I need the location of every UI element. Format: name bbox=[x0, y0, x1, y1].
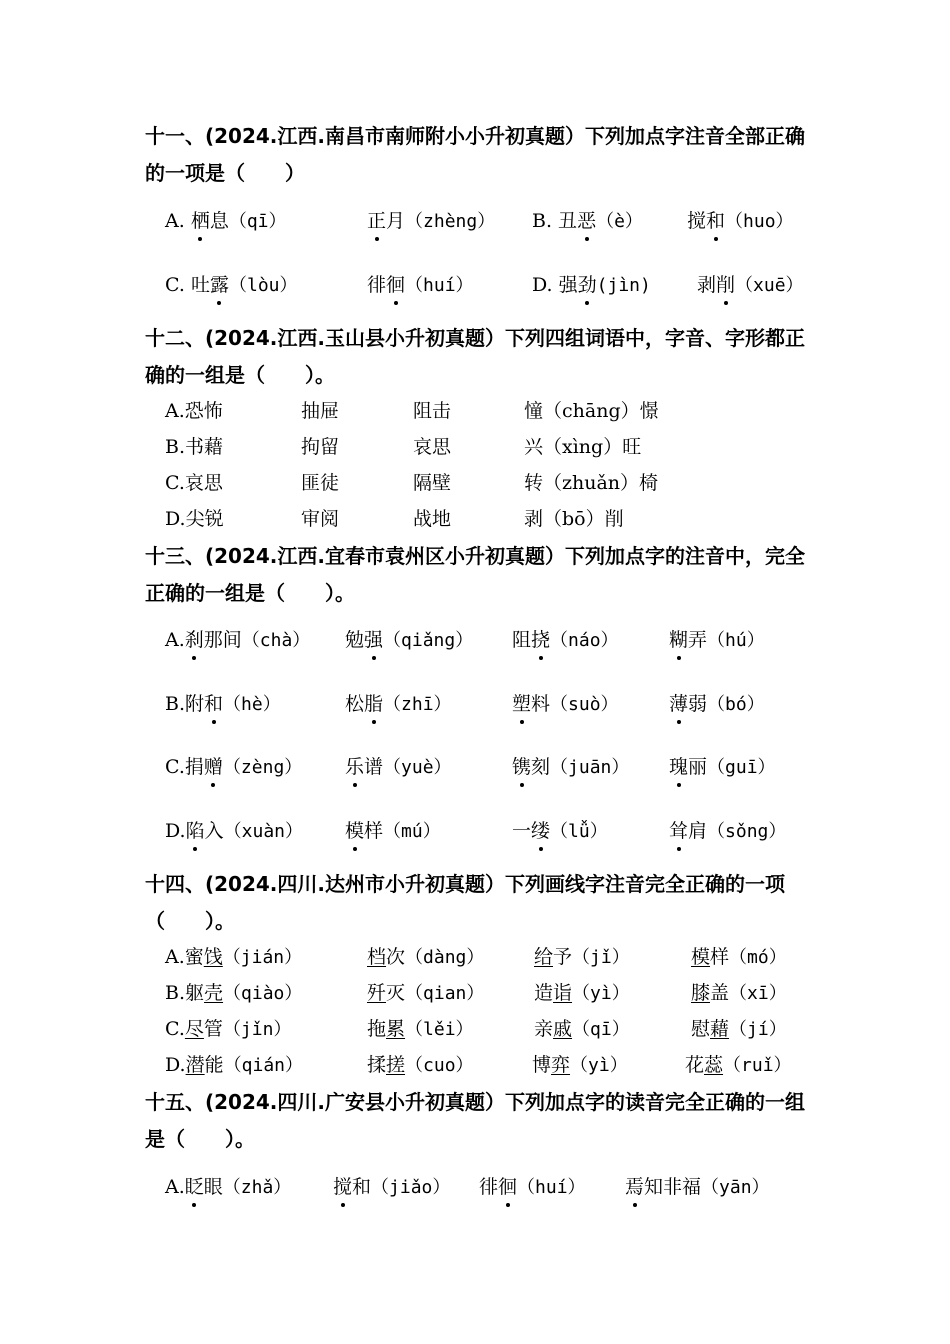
option-word: 拘留 bbox=[301, 436, 340, 458]
option-word: 憧（chāng）憬 bbox=[524, 400, 659, 422]
option-word bbox=[345, 752, 452, 783]
marked-char: 栖 bbox=[191, 206, 210, 236]
pinyin: （hè） bbox=[223, 694, 281, 715]
marked-char: 正 bbox=[367, 206, 386, 236]
word-suffix: 息 bbox=[209, 210, 229, 232]
word-prefix: 慰 bbox=[691, 1018, 711, 1040]
option-word bbox=[165, 1172, 291, 1203]
pinyin: （bó） bbox=[707, 694, 765, 715]
marked-char: 潜 bbox=[185, 1054, 205, 1076]
pinyin: （qiǎng） bbox=[383, 630, 474, 651]
marked-char: 模 bbox=[691, 946, 711, 968]
pinyin: （zhǎ） bbox=[222, 1177, 292, 1198]
option-word: 匪徒 bbox=[301, 472, 340, 494]
pinyin: （huí） bbox=[517, 1177, 586, 1198]
option-word: 兴（xìng）旺 bbox=[524, 436, 642, 458]
pinyin: （huo） bbox=[725, 211, 794, 232]
marked-char: 挠 bbox=[531, 625, 550, 655]
word-prefix: 博 bbox=[532, 1054, 552, 1076]
option-word bbox=[367, 1014, 474, 1045]
marked-char: 乐 bbox=[345, 752, 364, 782]
marked-char: 糊 bbox=[669, 625, 688, 655]
option-label: C. bbox=[165, 756, 185, 778]
pinyin: （xuàn） bbox=[223, 821, 303, 842]
pinyin: （guī） bbox=[707, 757, 776, 778]
marked-char: 尽 bbox=[184, 1018, 204, 1040]
option-word bbox=[691, 1014, 787, 1045]
pinyin: （yì） bbox=[570, 1055, 628, 1076]
pinyin: （è） bbox=[596, 211, 643, 232]
word-suffix: 和 bbox=[352, 1176, 372, 1198]
marked-char: 恶 bbox=[577, 206, 596, 236]
option-word bbox=[532, 270, 651, 301]
option-label: B. bbox=[165, 693, 186, 715]
word-suffix: 弄 bbox=[688, 629, 708, 651]
pinyin: （sǒng） bbox=[707, 821, 787, 842]
word-prefix: 阻 bbox=[512, 629, 532, 651]
option-word bbox=[669, 625, 765, 656]
option-word bbox=[687, 206, 794, 237]
word-prefix: 捐 bbox=[184, 756, 204, 778]
word-prefix: 花 bbox=[685, 1054, 705, 1076]
marked-char: 塑 bbox=[512, 689, 531, 719]
option-word bbox=[367, 978, 484, 1009]
word-suffix: 谱 bbox=[364, 756, 384, 778]
pinyin: （lòu） bbox=[228, 275, 298, 296]
pinyin: （dàng） bbox=[405, 947, 485, 968]
option-word: D.尖锐 bbox=[165, 508, 224, 530]
marked-char: 劲 bbox=[578, 270, 597, 300]
word-suffix: 予 bbox=[553, 946, 573, 968]
pinyin: （lǚ） bbox=[550, 821, 608, 842]
option-label: C. bbox=[165, 1018, 185, 1040]
option-word: B.书藉 bbox=[165, 436, 224, 458]
word-suffix: 样 bbox=[364, 820, 384, 842]
pinyin: （yì） bbox=[572, 983, 630, 1004]
word-suffix: 入 bbox=[204, 820, 224, 842]
word-suffix: 那间 bbox=[203, 629, 242, 651]
question-11-title: 十一、(2024.江西.南昌市南师附小小升初真题）下列加点字注音全部正确的一项是（ ） bbox=[145, 124, 805, 185]
option-label: A. bbox=[165, 210, 191, 232]
pinyin: (jìn) bbox=[596, 275, 651, 296]
word-suffix: 眼 bbox=[203, 1176, 223, 1198]
option-word: 隔壁 bbox=[413, 472, 452, 494]
word-prefix: 徘 bbox=[367, 274, 387, 296]
word-suffix: 知非福 bbox=[644, 1176, 702, 1198]
marked-char: 诣 bbox=[553, 982, 573, 1004]
pinyin: （jǐn） bbox=[222, 1019, 292, 1040]
pinyin: （chà） bbox=[241, 630, 311, 651]
word-prefix: 松 bbox=[345, 693, 365, 715]
word-prefix: 拖 bbox=[367, 1018, 387, 1040]
marked-char: 累 bbox=[386, 1018, 406, 1040]
question-12-title: 十二、(2024.江西.玉山县小升初真题）下列四组词语中，字音、字形都正确的一组是（ ）。 bbox=[145, 326, 805, 387]
marked-char: 模 bbox=[345, 816, 364, 846]
option-word bbox=[625, 1172, 770, 1203]
marked-char: 和 bbox=[706, 206, 725, 236]
word-suffix: 料 bbox=[531, 693, 551, 715]
option-word bbox=[669, 752, 776, 783]
option-word bbox=[165, 206, 287, 237]
pinyin: （mú） bbox=[383, 821, 441, 842]
word-prefix: 剥 bbox=[697, 274, 717, 296]
word-suffix: 能 bbox=[204, 1054, 224, 1076]
word-prefix: 丑 bbox=[558, 210, 578, 232]
option-label: C. bbox=[165, 274, 191, 296]
option-word: 抽屉 bbox=[301, 400, 340, 422]
option-word bbox=[165, 752, 302, 783]
option-word bbox=[367, 206, 495, 237]
pinyin: （yān） bbox=[701, 1177, 770, 1198]
word-prefix: 搅 bbox=[687, 210, 707, 232]
word-prefix: 附 bbox=[185, 693, 205, 715]
word-prefix: 揉 bbox=[367, 1054, 387, 1076]
option-word: 审阅 bbox=[301, 508, 340, 530]
marked-char: 脂 bbox=[364, 689, 383, 719]
option-word bbox=[165, 1050, 303, 1081]
option-label: B. bbox=[532, 210, 559, 232]
pinyin: （qian） bbox=[405, 983, 485, 1004]
marked-char: 露 bbox=[210, 270, 229, 300]
marked-char: 薄 bbox=[669, 689, 688, 719]
pinyin: （huí） bbox=[405, 275, 474, 296]
marked-char: 壳 bbox=[204, 982, 224, 1004]
word-suffix: 次 bbox=[386, 946, 406, 968]
word-prefix: 蜜 bbox=[184, 946, 204, 968]
marked-char: 赠 bbox=[204, 752, 223, 782]
option-word bbox=[165, 978, 302, 1009]
option-word bbox=[697, 270, 804, 301]
question-14-title: 十四、(2024.四川.达州市小升初真题）下列画线字注音完全正确的一项（ ）。 bbox=[145, 872, 785, 933]
word-suffix: 肩 bbox=[688, 820, 708, 842]
marked-char: 缕 bbox=[531, 816, 550, 846]
marked-char: 徊 bbox=[498, 1172, 517, 1202]
option-word bbox=[345, 689, 452, 720]
option-word bbox=[367, 942, 484, 973]
word-prefix: 造 bbox=[534, 982, 554, 1004]
option-word bbox=[345, 625, 473, 656]
option-word bbox=[512, 816, 608, 847]
pinyin: （jiǎo） bbox=[371, 1177, 451, 1198]
option-word bbox=[165, 942, 302, 973]
marked-char: 戚 bbox=[553, 1018, 573, 1040]
option-word bbox=[534, 942, 630, 973]
marked-char: 歼 bbox=[367, 982, 387, 1004]
pinyin: （xī） bbox=[729, 983, 787, 1004]
pinyin: （juān） bbox=[550, 757, 630, 778]
option-word bbox=[691, 978, 787, 1009]
marked-char: 焉 bbox=[625, 1172, 644, 1202]
pinyin: （zèng） bbox=[222, 757, 303, 778]
marked-char: 徊 bbox=[386, 270, 405, 300]
option-word: 阻击 bbox=[413, 400, 452, 422]
marked-char: 搅 bbox=[333, 1172, 352, 1202]
marked-char: 强 bbox=[364, 625, 383, 655]
option-word bbox=[165, 625, 310, 656]
pinyin: （jí） bbox=[729, 1019, 787, 1040]
option-word bbox=[669, 816, 786, 847]
option-word: 哀思 bbox=[413, 436, 452, 458]
pinyin: （zhèng） bbox=[405, 211, 496, 232]
option-word bbox=[685, 1050, 792, 1081]
pinyin: （jǐ） bbox=[572, 947, 630, 968]
question-15-title: 十五、(2024.四川.广安县小升初真题）下列加点字的读音完全正确的一组是（ ）。 bbox=[145, 1090, 805, 1151]
marked-char: 眨 bbox=[185, 1172, 204, 1202]
option-label: D. bbox=[532, 274, 559, 296]
marked-char: 镌 bbox=[512, 752, 531, 782]
pinyin: （ruǐ） bbox=[723, 1055, 792, 1076]
word-prefix: 勉 bbox=[345, 629, 365, 651]
option-word bbox=[532, 206, 643, 237]
option-word bbox=[534, 1014, 630, 1045]
option-word bbox=[165, 816, 303, 847]
pinyin: （zhī） bbox=[383, 694, 452, 715]
marked-char: 耸 bbox=[669, 816, 688, 846]
marked-char: 削 bbox=[716, 270, 735, 300]
pinyin: （suò） bbox=[550, 694, 619, 715]
word-prefix: 亲 bbox=[534, 1018, 554, 1040]
marked-char: 弈 bbox=[551, 1054, 571, 1076]
word-prefix: 吐 bbox=[190, 274, 210, 296]
pinyin: （yuè） bbox=[383, 757, 452, 778]
marked-char: 蕊 bbox=[704, 1054, 724, 1076]
word-prefix: 强 bbox=[558, 274, 578, 296]
marked-char: 档 bbox=[367, 946, 387, 968]
pinyin: （cuo） bbox=[405, 1055, 474, 1076]
pinyin: （qiào） bbox=[223, 983, 303, 1004]
word-suffix: 刻 bbox=[531, 756, 551, 778]
option-word bbox=[479, 1172, 586, 1203]
option-word bbox=[367, 1050, 474, 1081]
option-word: C.哀思 bbox=[165, 472, 223, 494]
word-suffix: 丽 bbox=[688, 756, 708, 778]
pinyin: （lěi） bbox=[405, 1019, 474, 1040]
pinyin: （qī） bbox=[228, 211, 287, 232]
marked-char: 搓 bbox=[386, 1054, 406, 1076]
option-label: A. bbox=[165, 629, 185, 651]
word-prefix: 徘 bbox=[479, 1176, 499, 1198]
pinyin: （hú） bbox=[707, 630, 765, 651]
word-suffix: 盖 bbox=[710, 982, 730, 1004]
option-word bbox=[512, 689, 619, 720]
option-word bbox=[691, 942, 787, 973]
word-suffix: 管 bbox=[203, 1018, 223, 1040]
option-word: 剥（bō）削 bbox=[524, 508, 624, 530]
marked-char: 和 bbox=[204, 689, 223, 719]
pinyin: （mó） bbox=[729, 947, 787, 968]
option-word: 转（zhuǎn）椅 bbox=[524, 472, 659, 494]
word-suffix: 样 bbox=[710, 946, 730, 968]
pinyin: （qián） bbox=[223, 1055, 303, 1076]
option-word bbox=[512, 752, 629, 783]
word-suffix: 弱 bbox=[688, 693, 708, 715]
option-label: D. bbox=[165, 820, 186, 842]
option-word bbox=[165, 689, 281, 720]
option-label: D. bbox=[165, 1054, 186, 1076]
option-word bbox=[165, 1014, 291, 1045]
marked-char: 刹 bbox=[185, 625, 204, 655]
pinyin: （qī） bbox=[572, 1019, 630, 1040]
option-word bbox=[512, 625, 619, 656]
word-prefix: 躯 bbox=[185, 982, 205, 1004]
marked-char: 瑰 bbox=[669, 752, 688, 782]
pinyin: （náo） bbox=[550, 630, 619, 651]
option-word: A.恐怖 bbox=[165, 400, 223, 422]
option-word bbox=[669, 689, 765, 720]
marked-char: 藉 bbox=[710, 1018, 730, 1040]
option-label: B. bbox=[165, 982, 186, 1004]
option-word bbox=[165, 270, 298, 301]
option-word bbox=[333, 1172, 450, 1203]
marked-char: 给 bbox=[534, 946, 554, 968]
option-word: 战地 bbox=[413, 508, 452, 530]
option-label: A. bbox=[165, 1176, 185, 1198]
marked-char: 陷 bbox=[186, 816, 205, 846]
option-word bbox=[532, 1050, 628, 1081]
word-prefix: 一 bbox=[512, 820, 532, 842]
pinyin: （jián） bbox=[222, 947, 303, 968]
question-13-title: 十三、(2024.江西.宜春市袁州区小升初真题）下列加点字的注音中，完全正确的一组是（ ）。 bbox=[145, 544, 805, 605]
marked-char: 饯 bbox=[203, 946, 223, 968]
word-suffix: 灭 bbox=[386, 982, 406, 1004]
option-word bbox=[345, 816, 441, 847]
option-word bbox=[534, 978, 630, 1009]
word-suffix: 月 bbox=[386, 210, 406, 232]
marked-char: 膝 bbox=[691, 982, 711, 1004]
option-word bbox=[367, 270, 474, 301]
pinyin: （xuē） bbox=[735, 275, 804, 296]
option-label: A. bbox=[165, 946, 185, 968]
